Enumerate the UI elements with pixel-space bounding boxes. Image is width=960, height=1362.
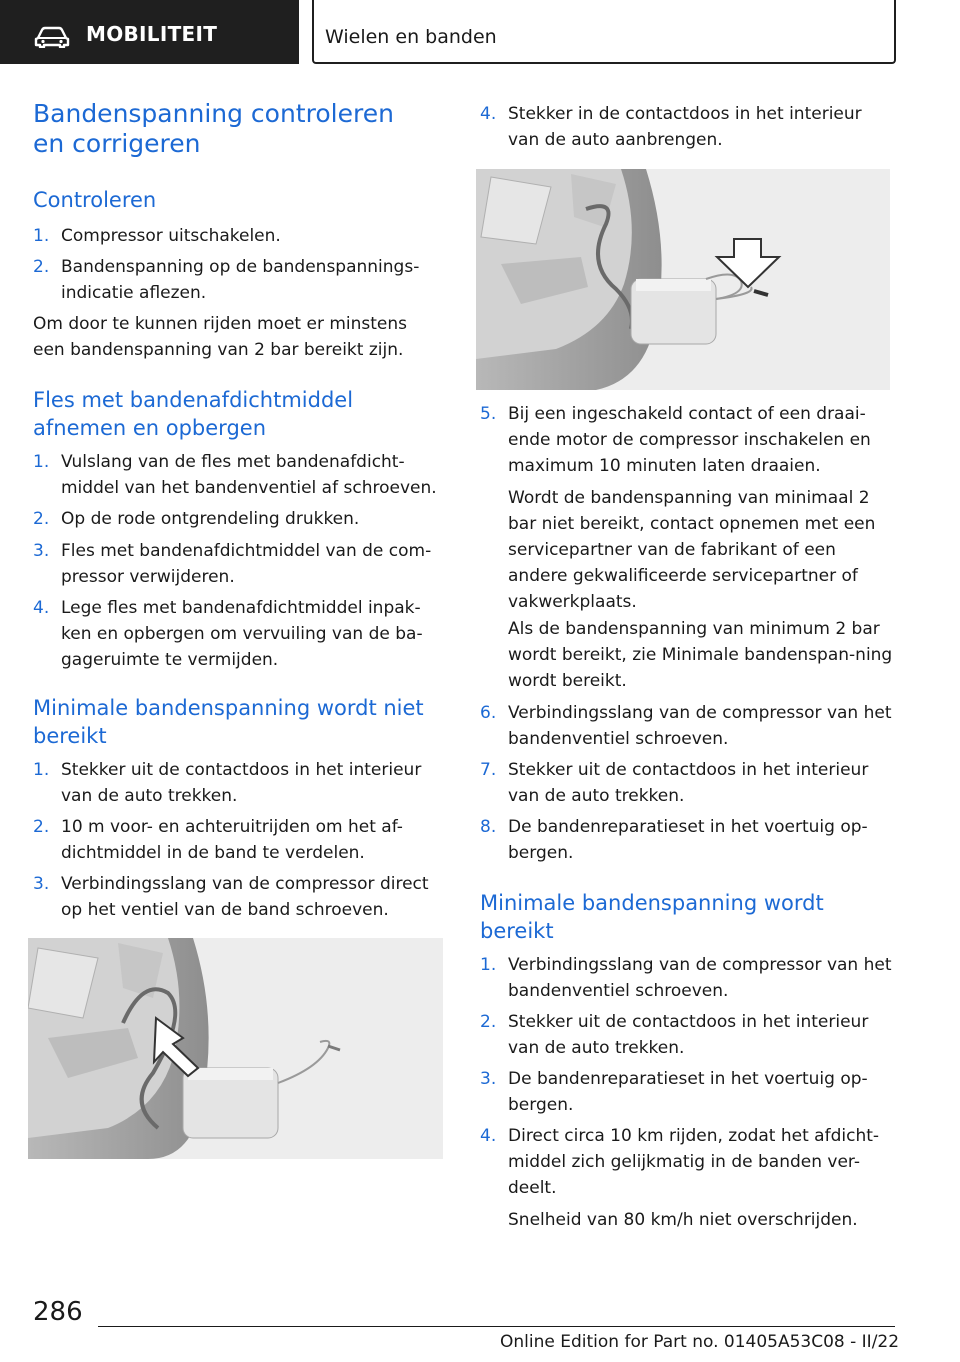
list-item: 2. Op de rode ontgrendeling drukken. <box>33 509 360 529</box>
footer-divider <box>98 1326 895 1327</box>
note-text: Als de bandenspanning van minimum 2 bar wordt bereikt, zie Minimale bandenspan-ning wordt bereikt. <box>508 619 893 691</box>
list-item: 4. Stekker in de contactdoos in het interieur van de auto aanbrengen. <box>480 104 862 150</box>
footer-edition: Online Edition for Part no. 01405A53C08 - II/22 <box>500 1332 900 1352</box>
figure-compressor-valve <box>28 938 443 1159</box>
list-item: 1. Stekker uit de contactdoos in het interieur van de auto trekken. <box>33 760 422 806</box>
list-item: 1. Vulslang van de fles met bandenafdicht-middel van het bandenventiel af schroeven. <box>33 452 437 498</box>
chapter-title: Wielen en banden <box>325 26 497 48</box>
list-item: 3. Fles met bandenafdichtmiddel van de com-pressor verwijderen. <box>33 541 432 587</box>
list-item: 3. De bandenreparatieset in het voertuig op-bergen. <box>480 1069 868 1115</box>
note-text: Om door te kunnen rijden moet er minstens een bandenspanning van 2 bar bereikt zijn. <box>33 314 408 360</box>
heading-bereikt: Minimale bandenspanning wordt bereikt <box>480 891 824 943</box>
heading-fles: Fles met bandenafdichtmiddel afnemen en opbergen <box>33 388 354 440</box>
list-item: 1. Compressor uitschakelen. <box>33 226 281 246</box>
list-item: 8. De bandenreparatieset in het voertuig op-bergen. <box>480 817 868 863</box>
note-text: Snelheid van 80 km/h niet overschrijden. <box>508 1210 858 1230</box>
list-item: 6. Verbindingsslang van de compressor van het bandenventiel schroeven. <box>480 703 892 749</box>
heading-niet-bereikt: Minimale bandenspanning wordt niet bereikt <box>33 696 424 748</box>
car-icon <box>34 26 70 48</box>
list-item: 7. Stekker uit de contactdoos in het interieur van de auto trekken. <box>480 760 869 806</box>
list-item: 2. 10 m voor- en achteruitrijden om het af-dichtmiddel in de band te verdelen. <box>33 817 403 863</box>
list-item: 1. Verbindingsslang van de compressor van het bandenventiel schroeven. <box>480 955 892 1001</box>
list-item: 3. Verbindingsslang van de compressor direct op het ventiel van de band schroeven. <box>33 874 429 920</box>
list-item: 5. Bij een ingeschakeld contact of een draai-ende motor de compressor inschakelen en maximum 10 minuten laten draaien. <box>480 404 871 476</box>
heading-controleren: Controleren <box>33 188 157 212</box>
list-item: 4. Lege fles met bandenafdichtmiddel inpak-ken en opbergen om vervuiling van de ba-gageruimte te vermijden. <box>33 598 423 670</box>
section-tab <box>0 0 299 64</box>
list-item: 4. Direct circa 10 km rijden, zodat het afdicht-middel zich gelijkmatig in de banden ver-deelt. <box>480 1126 880 1198</box>
note-text: Wordt de bandenspanning van minimaal 2 bar niet bereikt, contact opnemen met een servicepartner van de fabrikant of een andere gekwalificeerde servicepartner of vakwerkplaats. <box>508 488 876 612</box>
section-label: MOBILITEIT <box>86 22 218 46</box>
page-title: Bandenspanning controleren en corrigeren <box>33 99 394 158</box>
page-number: 286 <box>33 1297 83 1327</box>
figure-compressor-plug <box>476 169 890 390</box>
list-item: 2. Stekker uit de contactdoos in het interieur van de auto trekken. <box>480 1012 869 1058</box>
list-item: 2. Bandenspanning op de bandenspannings-indicatie aflezen. <box>33 257 420 303</box>
